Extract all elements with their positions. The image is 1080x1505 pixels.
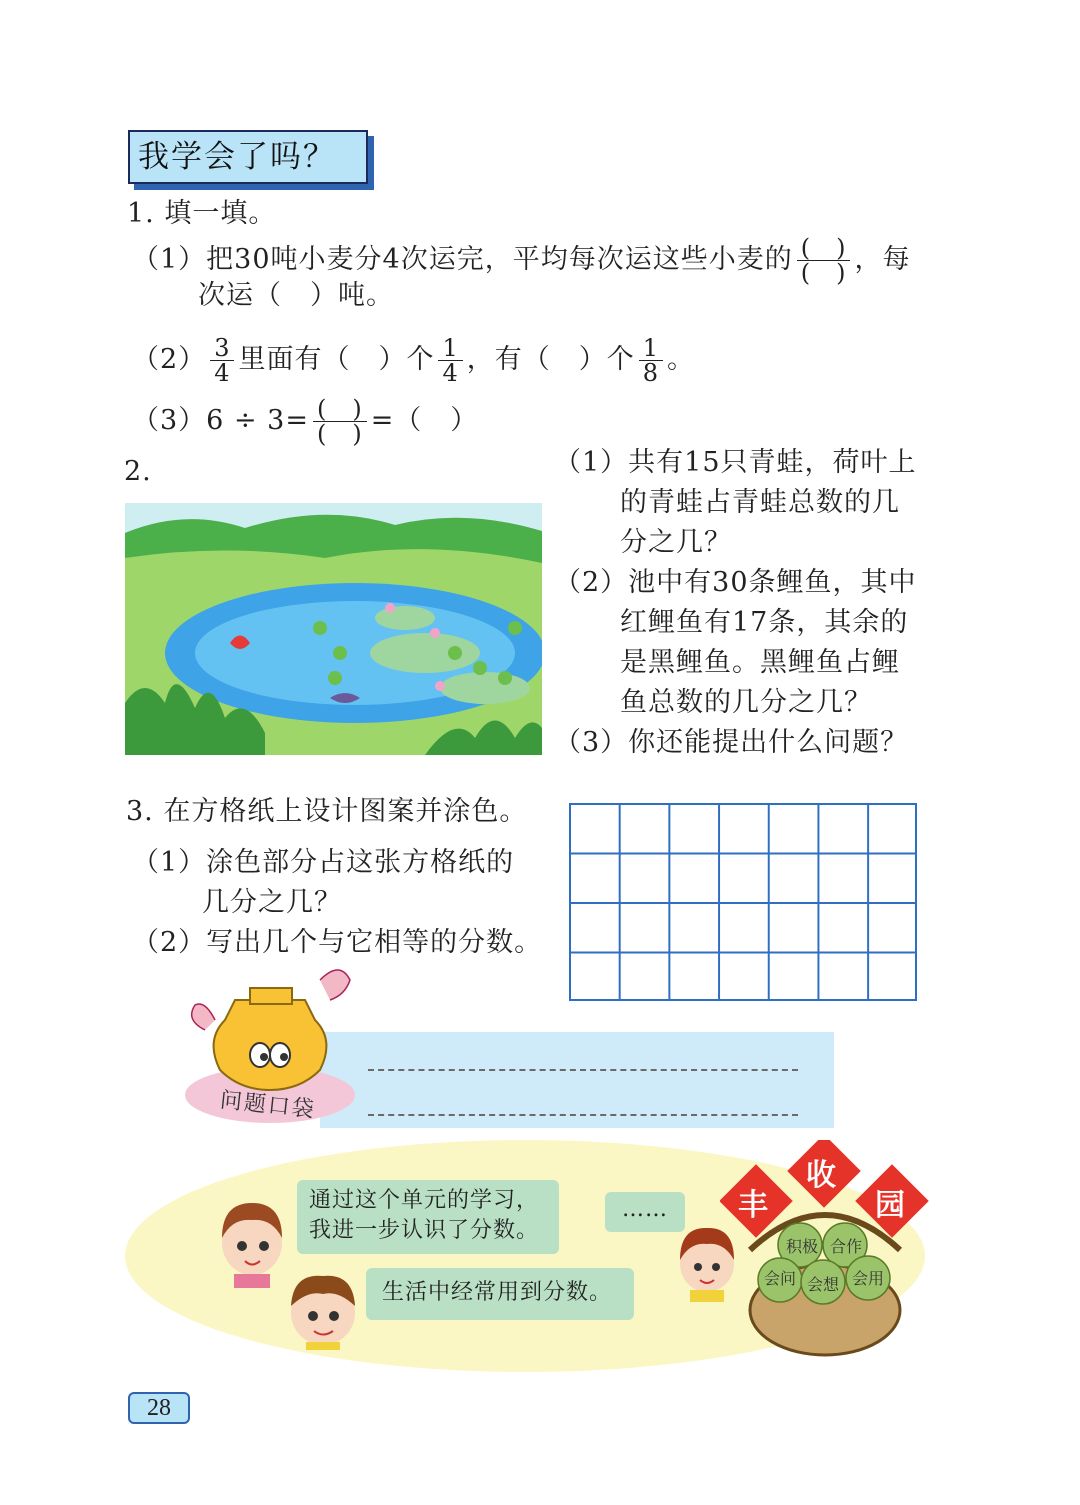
- q1-part2-text-a: 里面有（ ）个: [238, 344, 435, 375]
- ellipsis-speech-bubble: ……: [605, 1192, 685, 1232]
- basket-label-1: 积极: [786, 1237, 819, 1256]
- q2-line-8: （3）你还能提出什么问题？: [554, 727, 909, 758]
- pocket-label: 问题口袋: [218, 1088, 317, 1123]
- q2-line-1: （1）共有15只青蛙，荷叶上: [554, 447, 917, 478]
- q2-line-4: （2）池中有30条鲤鱼，其中: [554, 567, 917, 598]
- q1-part2-end: 。: [667, 344, 696, 375]
- answer-line-2[interactable]: [368, 1114, 798, 1116]
- page-number: 28: [147, 1395, 171, 1421]
- answer-line-1[interactable]: [368, 1069, 798, 1071]
- boy-avatar-icon: [278, 1268, 368, 1350]
- fraction-1-4: $\frac{1}{4}$: [438, 336, 462, 385]
- q2-line-7: 鱼总数的几分之几？: [620, 687, 872, 718]
- basket-label-5: 会用: [852, 1269, 885, 1288]
- q3-line-1: （1）涂色部分占这张方格纸的: [132, 847, 515, 878]
- page-number-badge: [128, 1392, 190, 1424]
- fraction-3-4: $\frac{3}{4}$: [210, 336, 234, 385]
- q1-part1-text: （1）把30吨小麦分4次运完，平均每次运这些小麦的: [132, 244, 793, 275]
- question-pocket-area: [320, 1032, 834, 1128]
- pond-illustration: [125, 503, 542, 755]
- section-title: 我学会了吗？: [138, 139, 336, 175]
- girl-speech-line-2: 我进一步认识了分数。: [309, 1218, 540, 1243]
- fraction-blank-2: $\frac{( )}{( )}$: [313, 397, 367, 446]
- girl-speech-line-1: 通过这个单元的学习，: [309, 1188, 540, 1213]
- q1-label: 1. 填一填。: [127, 198, 277, 229]
- boy-speech-bubble: 生活中经常用到分数。: [366, 1268, 634, 1320]
- q1-part2-text-b: ，有（ ）个: [466, 344, 635, 375]
- q3-line-3: （2）写出几个与它相等的分数。: [132, 927, 543, 958]
- section-title-box: [128, 130, 368, 184]
- q3-label: 3. 在方格纸上设计图案并涂色。: [126, 796, 528, 827]
- q2-line-3: 分之几？: [620, 527, 732, 558]
- girl-speech-bubble: [297, 1180, 559, 1254]
- harvest-char-1: 丰: [738, 1188, 768, 1223]
- q1-part1-comma: ，每: [854, 244, 911, 275]
- q2-label: 2.: [124, 456, 152, 487]
- q1-part2-num: （2）: [132, 344, 207, 375]
- q1-part3-text-b: =（ ）: [370, 405, 479, 436]
- basket-label-2: 合作: [830, 1237, 863, 1256]
- q1-part3: [132, 397, 478, 446]
- q1-part3-text-a: （3）6 ÷ 3=: [132, 405, 309, 436]
- q1-part2: [132, 336, 695, 385]
- harvest-char-3: 园: [875, 1188, 905, 1223]
- basket-label-4: 会想: [807, 1275, 840, 1294]
- q3-line-2: 几分之几？: [202, 887, 342, 918]
- q2-line-2: 的青蛙占青蛙总数的几: [620, 487, 900, 518]
- fraction-1-8: $\frac{1}{8}$: [639, 336, 663, 385]
- q1-part1-line2: 次运（ ）吨。: [198, 280, 394, 311]
- harvest-char-2: 收: [806, 1158, 836, 1193]
- q2-line-6: 是黑鲤鱼。黑鲤鱼占鲤: [620, 647, 900, 678]
- fraction-blank: $\frac{( )}{( )}$: [797, 236, 851, 285]
- basket-label-3: 会问: [764, 1269, 797, 1288]
- grid-paper[interactable]: [569, 803, 917, 1001]
- q2-line-5: 红鲤鱼有17条，其余的: [620, 607, 909, 638]
